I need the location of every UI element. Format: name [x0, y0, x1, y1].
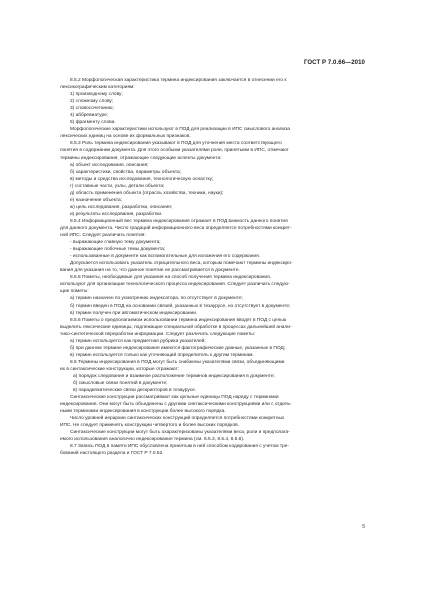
text-line: их в синтаксические конструкции, которые отражают:	[60, 366, 179, 372]
text-line: б) термин введен в ПОД на основании связей, указанных в тезаурусе, но отсутствует в документе;	[70, 303, 291, 309]
text-line: понятия в содержании документа. Для этого особыми указателями роли, принятыми в ИПС, отмечают	[60, 148, 289, 154]
text-line: - использованные в документе как вспомогательные для изложения его содержания.	[70, 254, 261, 260]
text-line: а) термин используется как предметная рубрика указателей;	[70, 338, 206, 344]
text-line: тико-синтетической переработки информации. Следует различать следующие пометы:	[60, 331, 256, 337]
text-line: лексических единиц на основе их формальных признаков.	[60, 134, 191, 140]
text-line: Допускается использовать указатель отрицательного веса, которым помечают термины индексиро-	[70, 261, 293, 267]
text-line: и) результаты исследования, разработки.	[70, 211, 163, 217]
text-line: 8.6 Термины индексирования в ПОД могут быть снабжены указателями связи, объединяющими	[70, 359, 285, 365]
text-line: в) парадигматические связи дескрипторов в тезаурусе.	[73, 388, 197, 394]
text-line: индексирования. Они могут быть объединены с другими синтаксическими конструкциями или с отдель-	[60, 402, 292, 408]
text-line: 8.5.4 Информационный вес термина индексирования отражает в ПОД важность данного понятия	[70, 218, 288, 224]
text-line: 8.5.5 Пометы, необходимые для указания на способ получения термина индексирования,	[70, 275, 271, 281]
document-body	[60, 77, 370, 458]
text-line: б) смысловые связи понятий в документе;	[73, 381, 168, 387]
text-line: термины индексирования, отражающие следующие аспекты документа:	[60, 155, 222, 161]
text-line: б) характеристики, свойства, параметры объекта;	[70, 169, 181, 175]
text-line: в) термин используется только как уточняющий определитель к другим терминам.	[70, 352, 254, 358]
text-line: Число уровней иерархии синтаксических конструкций определяется потребностями конкретных	[70, 416, 285, 422]
text-line: 8.5.6 Пометы о предполагаемом использовании термина индексирования вводят в ПОД с целью	[70, 317, 287, 323]
text-line: е) назначение объекта;	[70, 197, 122, 203]
text-line: емого использования аналогично индексирования термина (см. 8.5.3, 8.5.4, 8.5.6).	[60, 437, 245, 443]
text-line: Синтаксические конструкции могут быть охарактеризованы указателями веса, роли и предполага-	[70, 430, 290, 436]
text-line: 1) производному слову;	[70, 92, 123, 98]
text-line: Морфологические характеристики используют в ПОД для реализации в ИПС смыслового анализа	[70, 127, 290, 133]
page-number: 5	[362, 524, 365, 530]
text-line: бований настоящего раздела и ГОСТ Р 7.0.52.	[60, 451, 164, 457]
text-line: Синтаксические конструкции рассматривают как цельные единицы ПОД наряду с терминами	[70, 395, 279, 401]
text-line: 2) сложному слову;	[70, 99, 114, 105]
text-line: 3) словосочетанию;	[70, 106, 114, 112]
text-line: ж) цель исследования, разработки, описания;	[70, 204, 173, 210]
text-line: щие пометы:	[60, 289, 89, 295]
text-line: вания для указания на то, что данное понятие не рассматривается в документе.	[60, 268, 240, 274]
text-line: а) термин назначен по усмотрению индексатора, по отсутствует в документе;	[70, 296, 243, 302]
page-header-standard: ГОСТ Р 7.0.66—2010	[303, 60, 365, 66]
text-line: г) составные части, узлы, детали объекта;	[70, 183, 165, 189]
text-line: в) методы и средства исследования, технологическую оснастку;	[70, 176, 214, 182]
text-line: используют для организации технологического процесса индексирования. Следует различать следую-	[60, 282, 290, 288]
text-line: д) область применения объекта (отрасль хозяйства, техники, науки);	[70, 190, 224, 196]
text-line: а) порядок следования и взаимное расположение терминов индексирования в документе;	[73, 373, 275, 379]
text-line: 8.5.3 Роль термина индексирования указывают в ПОД для уточнения места соответствующего	[70, 141, 282, 147]
text-line: 5) фрагменту слова.	[70, 120, 116, 126]
text-line: ной ИПС. Следует различать понятия:	[60, 233, 146, 239]
text-line: выделить лексические единицы, подлежащие специальной обработке в процессах дальнейшей анали-	[60, 324, 292, 330]
text-line: ИПС. Не следует применять конструкции четвертого и более высоких порядков.	[60, 423, 240, 429]
text-line: 8.7 Запись ПОД в памяти ИПС обусловлена принятым в ней способом кодирования с учетом тре-	[70, 444, 289, 450]
text-line: для данного документа. Число градаций информационного веса определяется потребностями конкрет-	[60, 225, 292, 231]
text-line: - выражающие побочные темы документа;	[70, 247, 166, 253]
text-line: лексикографическим категориям:	[60, 85, 135, 91]
text-line: а) объект исследования, описания;	[70, 162, 149, 168]
text-line: в) термин получен при автоматическом индексировании.	[70, 310, 198, 316]
text-line: - выражающие главную тему документа;	[70, 240, 161, 246]
text-line: б) при данном термине индексирования имеются фактографические данные, указанные в ПОД;	[70, 345, 286, 351]
text-line: 4) аббревиатуре;	[70, 113, 109, 119]
text-line: ными терминами индексирования в конструкции более высокого порядка.	[60, 409, 226, 415]
text-line: 8.5.2 Морфологическая характеристика термина индексирования заключается в отнесении его к	[70, 78, 287, 83]
